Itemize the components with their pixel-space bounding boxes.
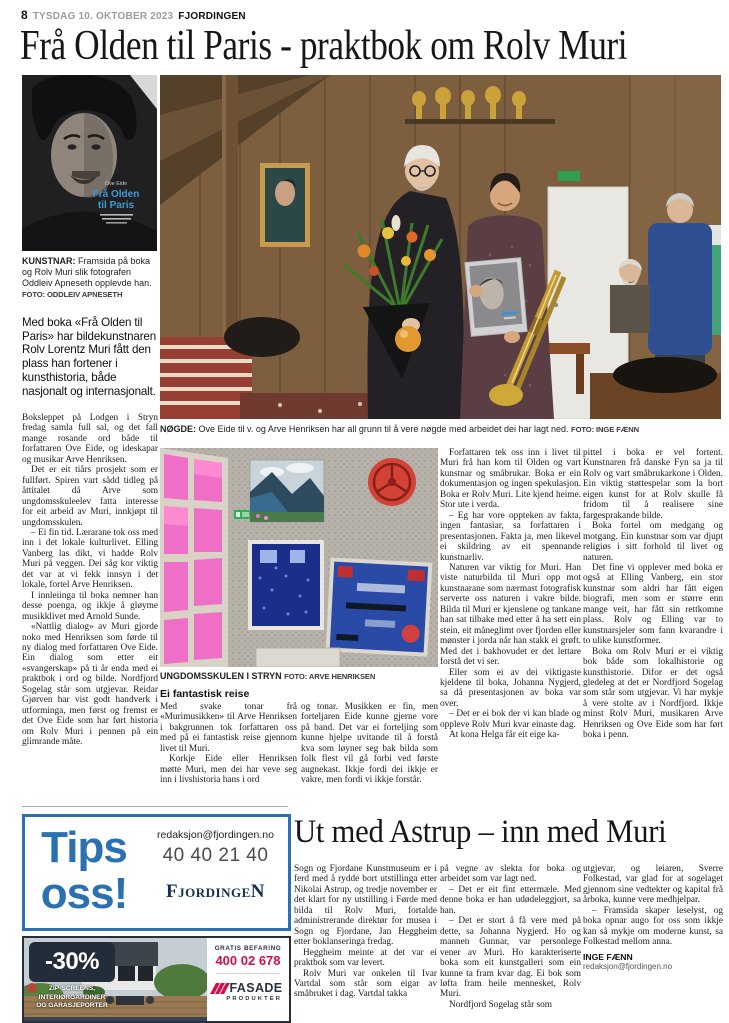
paragraph: Nordfjord Sogelag står som — [449, 999, 553, 1010]
article2-column-3 — [583, 864, 723, 1016]
school-photo-illustration — [160, 448, 438, 667]
main-photo — [160, 75, 721, 419]
fasade-ad — [22, 936, 291, 1023]
article2-headline: Ut med Astrup – inn med Muri — [294, 814, 667, 850]
paragraph: Korkje Eide eller Henriksen møtte Muri, men dei har veve seg inn i livshistoria hans i ord — [160, 754, 297, 786]
tips-ad-phone: 40 40 21 40 — [162, 845, 269, 866]
main-photo-credit: FOTO: INGE FÆNN — [571, 425, 640, 434]
subsection-heading: Ei fantastisk reise — [160, 688, 250, 700]
paragraph: – Det er stort å få vere med på dette, sa Johanna Nygjerd. Ho og mannen Gunnar, var personlege vener av Muri. Ho karakteriserte boka som eit kunstgalleri som ein kunne ta fram kvar dag. Ei bok som løfta fram heile mennesket, Rolv Muri. — [440, 916, 581, 1000]
article1-column-3 — [440, 448, 581, 810]
cover-title-line1: Frå Olden — [92, 189, 140, 200]
paragraph: «Nattlig dialog» av Muri gjorde noko med Henriksen som førde til ny dialog med forfattaren Ove Eide. Ein dialog som etter eit «svangerskap» på ti år enda med ei praktbok i ord og bilde. Nordfjord Sogelag står som utgjevar. Reidar Gjørven har vist godt handverk i utforminga, men først og fremst er det Ove Eide som har ført historia om Rolv Muri i pennen på ein glimrande måte. — [22, 622, 158, 748]
page-number: 8 — [21, 8, 28, 22]
divider — [216, 973, 280, 974]
article2-column-2 — [440, 864, 581, 1016]
page-header — [21, 8, 246, 22]
subsection-column-a — [160, 702, 297, 808]
paragraph: Heggheim meinte at det var ei praktbok som var levert. — [294, 947, 437, 969]
paragraph: på vegne av slekta for boka og arbeidet som var lagt ned. — [440, 864, 581, 885]
article1-column-1 — [22, 413, 158, 787]
fasade-brand-sub: PRODUKTER — [226, 996, 282, 1002]
cover-author: Ove Eide — [104, 181, 128, 187]
fasade-phone: 400 02 678 — [215, 953, 281, 968]
article1-lede: Med boka «Frå Olden til Paris» har bildekunstnaren Rolv Lorentz Muri fått den plass han fortener i kunsthistoria, både nasjonalt og internasjonalt. — [22, 316, 157, 398]
paragraph: Naturen var viktig for Muri. Han viste naturbilda til Muri opp mot kunstnarane som nærmast fotografisk serverte oss naturen i vakre bilde. Bilda til Muri er kjenslene og tankane han sat tilbake med etter å ha sett ein stein, eit måneglimt over fjorden eller mønster i jorda når han stakk ei grøft. Med det i bakhovudet er det lettare forstå det vi ser. — [440, 562, 581, 668]
paragraph: I innleiinga til boka nemner han desse poenga, og ikkje å gløyme musikklivet med Arnold Sunde. — [22, 590, 158, 622]
cover-photo-credit: FOTO: ODDLEIV APNESETH — [22, 290, 123, 299]
paragraph: Det er eit tiårs prosjekt som er fullført. Spiren vart sådd tidleg på åttitalet då Arve som ungdomsskuleelev fatta interesse for eit arbeid av Muri, innkjøpt til ungdomsskulen. — [22, 465, 158, 528]
ad-separator-rule — [22, 806, 288, 807]
school-photo-caption — [160, 671, 438, 682]
paragraph: At kona Helga får eit eige ka- — [449, 730, 560, 741]
cover-caption-label: KUNSTNAR: — [22, 256, 76, 266]
byline-email: redaksjon@fjordingen.no — [583, 961, 673, 971]
paragraph: Sogn og Fjordane Kunstmuseum er i ferd med å rydde bort utstillinga etter Nikolai Astrup, og tredje november er det klart for ny utstilling i Førde med bilda til Rolv Muri, fortalde administrerande direktør for musea i Sogn og Fjordane, Jan Heggheim etter boklanseringa fredag. — [294, 864, 437, 948]
paragraph: – Framsida skaper leselyst, og boka opnar augo for oss som ikkje kan så mykje om moderne kunst, sa Folkestad mellom anna. — [583, 905, 723, 948]
paragraph: Det fine vi opplever med boka er også at Elling Vanberg, ein stor kunstnar som aldri har fått eigen biografi, men som er større enn mange veit, har fått sin rettkomne plass. Rolv og Elling var to kunstnarsjeler som fann kvarandre i to ulike kunstformer. — [583, 562, 723, 647]
fasade-logo-icon — [213, 983, 226, 994]
book-cover-photo — [22, 75, 157, 251]
fjordingen-logo: FjordingeN — [166, 881, 265, 902]
article1-column-4 — [583, 448, 723, 798]
paragraph: Boka fortel om medgang og motgang. Ein kunstnar som var djupt religiøs i sitt forhold til livet og naturen. — [583, 521, 723, 563]
school-photo — [160, 448, 438, 667]
paragraph: pittel i boka er vel fortent. Kunstnaren frå danske Fyn sa ja til Rolv og vart småbrukarkone i Olden. Ein viktig støttespelar som la bort eigen kunst for at Rolv skulle få fridom til å realisere sine fargesprakande bilde. — [583, 448, 723, 521]
cover-title-line2: til Paris — [97, 200, 135, 211]
paragraph: Med svake tonar frå «Murimusikken» til Arve Henriksen i bakgrunnen tok forfattaren oss med på ei fantastisk reise gjennom livet til Muri. — [160, 702, 297, 754]
school-photo-credit: FOTO: ARVE HENRIKSEN — [284, 672, 376, 681]
paragraph: Forfattaren tek oss inn i livet til Muri frå han kom til Olden og vart kunstnar og småbrukar. Boka er ein dokumentasjon og ingen spekulasjon. Boka er Rolv Muri. Lite kjend heime. Stor ute i verda. — [440, 448, 581, 511]
paragraph: – Det er eit fint ettermæle. Med denne boka er han udødeleggjort, sa han. — [440, 884, 581, 916]
issue-date: TYSDAG 10. OKTOBER 2023 — [32, 11, 174, 22]
paragraph: – Det er ei bok der vi kan blade og oppleve Rolv Muri kvar einaste dag. — [440, 709, 581, 730]
paragraph: – Ei fin tid. Lærarane tok oss med inn i det lokale kulturlivet. Elling Vanberg las dikt, vi hadde Rolv Muri på veggen. Dei såg kor viktig det var at vi fekk innsyn i det lokale, fortel Arve Henriksen. — [22, 527, 158, 591]
article2-column-1 — [294, 864, 437, 1016]
paragraph: og tonar. Musikken er fin, men forteljaren Eide kunne gjerne vore på band. Det var ei forteljing som kunne hjelpe uvitande til å forstå kva som løyner seg bak bilda som folk flest vil gå forbi ved første augnekast. Ikkje fordi dei ikkje er vakre, men fordi vi ikkje forstår. — [301, 702, 438, 786]
paragraph: Eller som ei av dei viktigaste kjeldene til boka, Johanna Nygjerd, sa då presentasjonen av boka var over. — [440, 667, 581, 709]
fasade-contact-panel — [207, 938, 289, 1021]
tips-ad — [22, 814, 291, 931]
main-caption-label: NØGDE: — [160, 424, 196, 434]
paragraph: Rolv Muri var onkelen til Ivar Vartdal som står som eigar av småbruket i dag. Vartdal takka — [294, 968, 437, 1000]
paragraph: Boksleppet på Lodgen i Stryn fredag samla full sal, og det fall mange rosande ord både til forfattaren Ove Eide, og ideskapar og musikar Arve Henriksen. — [22, 413, 158, 465]
book-cover-illustration — [22, 75, 157, 251]
fasade-offer: GRATIS BEFARING — [214, 945, 282, 952]
paragraph: – Eg har vore oppteken av fakta, ingen fantasiar, sa forfattaren i presentasjonen. Fakta ja, men likevel ei skildring av eit spennande kunstnarliv. — [440, 510, 581, 563]
main-headline: Frå Olden til Paris - praktbok om Rolv Muri — [20, 23, 628, 69]
tips-ad-email: redaksjon@fjordingen.no — [157, 829, 274, 841]
subsection-column-b — [301, 702, 438, 808]
main-photo-caption: NØGDE: Ove Eide til v. og Arve Henriksen har all grunn til å vere nøgde med arbeidet dei har lagt ned. FOTO: INGE FÆNN — [160, 424, 640, 434]
discount-badge: -30% — [29, 942, 115, 982]
cover-caption: KUNSTNAR: Framsida på boka og Rolv Muri slik fotografen Oddleiv Apneseth opplevde han. FOTO: ODDLEIV APNESETH — [22, 256, 152, 299]
paragraph: utgjevar, og leiaren, Sverre Folkestad, var glad for at sogelaget gjennom sine vedtekter og kapital frå årboka, kunne vere medhjelpar. — [583, 864, 723, 906]
tips-ad-title: Tips oss! — [40, 823, 128, 918]
fasade-brand: FASADE — [229, 981, 283, 995]
main-photo-illustration — [160, 75, 721, 419]
byline-name: INGE FÆNN — [583, 951, 633, 962]
paragraph: Boka om Rolv Muri er ei viktig bok både som lokalhistorie og kunsthistorie. Difor er det også gledeleg at det er Nordfjord Sogelag som står som utgjevar. Vi har mykje å vere stolte av i Nordfjord. Ikkje minst Rolv Muri, musikaren Arve Henriksen og Ove Eide som har ført boka i penn. — [583, 646, 723, 741]
fasade-product-list: ZIP-SCREENS, INTERIØRGARDINER OG GARASJEPORTER — [36, 985, 108, 1010]
school-caption-label: UNGDOMSSKULEN I STRYN — [160, 671, 285, 681]
masthead-brand: FJORDINGEN — [178, 11, 246, 22]
